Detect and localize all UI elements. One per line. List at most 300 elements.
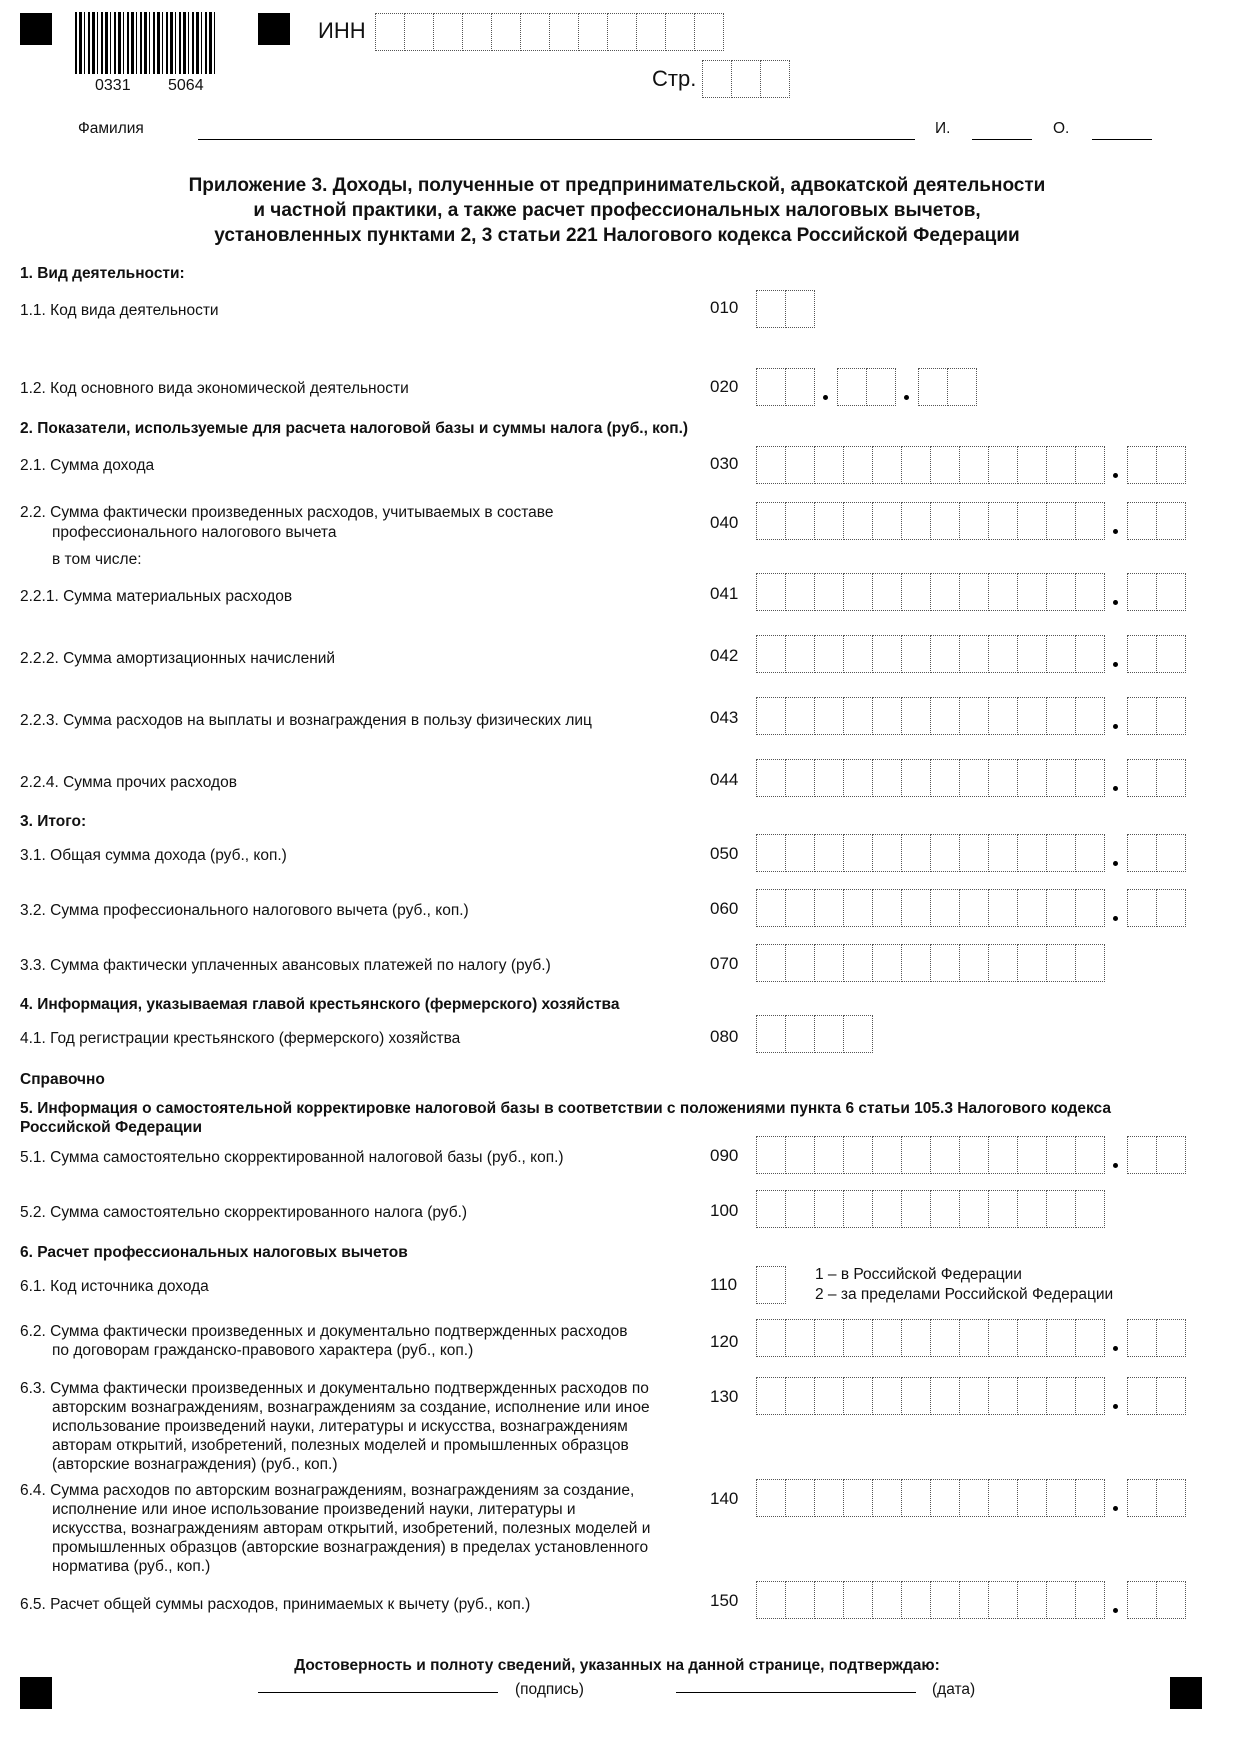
input-cell[interactable] — [756, 1377, 786, 1415]
input-cell[interactable] — [702, 60, 732, 98]
input-cell[interactable] — [786, 944, 815, 982]
input-cell[interactable] — [1018, 1479, 1047, 1517]
input-cell[interactable] — [405, 13, 434, 51]
input-cell[interactable] — [902, 759, 931, 797]
input-cell[interactable] — [1076, 1136, 1105, 1174]
input-cell[interactable] — [902, 446, 931, 484]
cell-group[interactable] — [1127, 635, 1186, 673]
input-cell[interactable] — [1076, 1581, 1105, 1619]
input-cell[interactable] — [902, 1377, 931, 1415]
input-cell[interactable] — [902, 889, 931, 927]
input-cell[interactable] — [960, 834, 989, 872]
input-cell[interactable] — [902, 635, 931, 673]
input-cell[interactable] — [1157, 1479, 1186, 1517]
input-cell[interactable] — [1157, 446, 1186, 484]
row-150-field[interactable] — [756, 1581, 1186, 1619]
cell-group[interactable] — [1127, 502, 1186, 540]
input-cell[interactable] — [989, 944, 1018, 982]
input-cell[interactable] — [1076, 502, 1105, 540]
input-cell[interactable] — [1157, 502, 1186, 540]
input-cell[interactable] — [815, 1377, 844, 1415]
input-cell[interactable] — [1076, 1479, 1105, 1517]
input-cell[interactable] — [960, 1581, 989, 1619]
cell-group[interactable] — [1127, 697, 1186, 735]
input-cell[interactable] — [1076, 635, 1105, 673]
input-cell[interactable] — [756, 635, 786, 673]
input-cell[interactable] — [873, 573, 902, 611]
input-cell[interactable] — [960, 759, 989, 797]
input-cell[interactable] — [786, 1377, 815, 1415]
input-cell[interactable] — [815, 889, 844, 927]
input-cell[interactable] — [844, 1136, 873, 1174]
input-cell[interactable] — [786, 635, 815, 673]
input-cell[interactable] — [1157, 635, 1186, 673]
row-120-field[interactable] — [756, 1319, 1186, 1357]
inn-field[interactable] — [375, 13, 724, 51]
cell-group[interactable] — [1127, 1377, 1186, 1415]
input-cell[interactable] — [756, 759, 786, 797]
cell-group[interactable] — [1127, 446, 1186, 484]
cell-group[interactable] — [756, 1266, 786, 1304]
cell-group[interactable] — [756, 944, 1105, 982]
input-cell[interactable] — [989, 1136, 1018, 1174]
input-cell[interactable] — [844, 944, 873, 982]
input-cell[interactable] — [1047, 635, 1076, 673]
row-100-field[interactable] — [756, 1190, 1105, 1228]
input-cell[interactable] — [786, 1479, 815, 1517]
input-cell[interactable] — [1076, 944, 1105, 982]
input-cell[interactable] — [1047, 1581, 1076, 1619]
input-cell[interactable] — [960, 1319, 989, 1357]
row-050-field[interactable] — [756, 834, 1186, 872]
input-cell[interactable] — [756, 446, 786, 484]
input-cell[interactable] — [1076, 1190, 1105, 1228]
input-cell[interactable] — [756, 889, 786, 927]
cell-group[interactable] — [1127, 759, 1186, 797]
initial-i-field[interactable] — [972, 120, 1032, 140]
input-cell[interactable] — [931, 1136, 960, 1174]
input-cell[interactable] — [844, 1377, 873, 1415]
input-cell[interactable] — [1047, 1190, 1076, 1228]
input-cell[interactable] — [1047, 834, 1076, 872]
input-cell[interactable] — [989, 759, 1018, 797]
row-030-field[interactable] — [756, 446, 1186, 484]
input-cell[interactable] — [1047, 446, 1076, 484]
section-6-heading: 6. Расчет профессиональных налоговых вычетов — [20, 1244, 408, 1261]
cell-group[interactable] — [756, 889, 1105, 927]
input-cell[interactable] — [989, 697, 1018, 735]
input-cell[interactable] — [1127, 573, 1157, 611]
input-cell[interactable] — [756, 502, 786, 540]
input-cell[interactable] — [1047, 1136, 1076, 1174]
input-cell[interactable] — [1157, 1136, 1186, 1174]
input-cell[interactable] — [989, 1581, 1018, 1619]
input-cell[interactable] — [844, 1015, 873, 1053]
input-cell[interactable] — [1157, 759, 1186, 797]
input-cell[interactable] — [815, 834, 844, 872]
input-cell[interactable] — [815, 1015, 844, 1053]
input-cell[interactable] — [931, 889, 960, 927]
input-cell[interactable] — [989, 1190, 1018, 1228]
input-cell[interactable] — [960, 502, 989, 540]
cell-group[interactable] — [756, 635, 1105, 673]
row-043-field[interactable] — [756, 697, 1186, 735]
input-cell[interactable] — [756, 1479, 786, 1517]
input-cell[interactable] — [948, 368, 977, 406]
input-cell[interactable] — [931, 1479, 960, 1517]
input-cell[interactable] — [579, 13, 608, 51]
input-cell[interactable] — [1018, 759, 1047, 797]
input-cell[interactable] — [786, 1136, 815, 1174]
input-cell[interactable] — [902, 944, 931, 982]
input-cell[interactable] — [873, 635, 902, 673]
input-cell[interactable] — [756, 697, 786, 735]
input-cell[interactable] — [695, 13, 724, 51]
input-cell[interactable] — [960, 1479, 989, 1517]
input-cell[interactable] — [989, 834, 1018, 872]
input-cell[interactable] — [873, 759, 902, 797]
cell-group[interactable] — [756, 446, 1105, 484]
row-090-field[interactable] — [756, 1136, 1186, 1174]
cell-group[interactable] — [756, 368, 815, 406]
input-cell[interactable] — [492, 13, 521, 51]
input-cell[interactable] — [989, 573, 1018, 611]
input-cell[interactable] — [666, 13, 695, 51]
cell-group[interactable] — [375, 13, 724, 51]
input-cell[interactable] — [931, 1581, 960, 1619]
input-cell[interactable] — [1127, 446, 1157, 484]
row-130-field[interactable] — [756, 1377, 1186, 1415]
input-cell[interactable] — [1018, 502, 1047, 540]
input-cell[interactable] — [918, 368, 948, 406]
input-cell[interactable] — [873, 1136, 902, 1174]
input-cell[interactable] — [931, 834, 960, 872]
input-cell[interactable] — [989, 635, 1018, 673]
input-cell[interactable] — [931, 446, 960, 484]
input-cell[interactable] — [989, 1319, 1018, 1357]
input-cell[interactable] — [844, 1479, 873, 1517]
surname-field[interactable] — [198, 120, 915, 140]
input-cell[interactable] — [960, 1136, 989, 1174]
input-cell[interactable] — [550, 13, 579, 51]
input-cell[interactable] — [815, 697, 844, 735]
input-cell[interactable] — [1157, 834, 1186, 872]
row-020-field[interactable] — [756, 368, 977, 406]
input-cell[interactable] — [960, 573, 989, 611]
input-cell[interactable] — [786, 446, 815, 484]
input-cell[interactable] — [815, 1319, 844, 1357]
input-cell[interactable] — [1157, 573, 1186, 611]
input-cell[interactable] — [844, 697, 873, 735]
input-cell[interactable] — [844, 1319, 873, 1357]
cell-group[interactable] — [702, 60, 790, 98]
input-cell[interactable] — [873, 1581, 902, 1619]
input-cell[interactable] — [1018, 944, 1047, 982]
cell-group[interactable] — [756, 1136, 1105, 1174]
cell-group[interactable] — [1127, 1319, 1186, 1357]
input-cell[interactable] — [1018, 1136, 1047, 1174]
input-cell[interactable] — [1047, 759, 1076, 797]
input-cell[interactable] — [1127, 1136, 1157, 1174]
input-cell[interactable] — [1076, 889, 1105, 927]
input-cell[interactable] — [1076, 759, 1105, 797]
input-cell[interactable] — [786, 834, 815, 872]
input-cell[interactable] — [902, 1136, 931, 1174]
input-cell[interactable] — [1076, 834, 1105, 872]
input-cell[interactable] — [1127, 1377, 1157, 1415]
input-cell[interactable] — [873, 446, 902, 484]
row-010-field[interactable] — [756, 290, 815, 328]
input-cell[interactable] — [960, 944, 989, 982]
input-cell[interactable] — [786, 502, 815, 540]
input-cell[interactable] — [1018, 889, 1047, 927]
input-cell[interactable] — [1047, 697, 1076, 735]
input-cell[interactable] — [786, 1015, 815, 1053]
cell-group[interactable] — [756, 1190, 1105, 1228]
input-cell[interactable] — [873, 834, 902, 872]
row-130-code: 130 — [710, 1387, 739, 1406]
input-cell[interactable] — [960, 1377, 989, 1415]
input-cell[interactable] — [815, 502, 844, 540]
cell-group[interactable] — [756, 759, 1105, 797]
input-cell[interactable] — [756, 944, 786, 982]
input-cell[interactable] — [873, 1479, 902, 1517]
input-cell[interactable] — [931, 573, 960, 611]
input-cell[interactable] — [902, 697, 931, 735]
input-cell[interactable] — [873, 1319, 902, 1357]
input-cell[interactable] — [1047, 1479, 1076, 1517]
row-140-field[interactable] — [756, 1479, 1186, 1517]
cell-group[interactable] — [1127, 1479, 1186, 1517]
input-cell[interactable] — [815, 944, 844, 982]
input-cell[interactable] — [873, 1377, 902, 1415]
input-cell[interactable] — [931, 697, 960, 735]
input-cell[interactable] — [786, 573, 815, 611]
input-cell[interactable] — [931, 502, 960, 540]
cell-group[interactable] — [1127, 889, 1186, 927]
cell-group[interactable] — [756, 697, 1105, 735]
cell-group[interactable] — [756, 834, 1105, 872]
input-cell[interactable] — [902, 502, 931, 540]
input-cell[interactable] — [844, 759, 873, 797]
input-cell[interactable] — [756, 1581, 786, 1619]
input-cell[interactable] — [815, 1581, 844, 1619]
input-cell[interactable] — [1076, 446, 1105, 484]
input-cell[interactable] — [786, 889, 815, 927]
input-cell[interactable] — [786, 1190, 815, 1228]
input-cell[interactable] — [902, 1319, 931, 1357]
input-cell[interactable] — [960, 1190, 989, 1228]
input-cell[interactable] — [1127, 502, 1157, 540]
input-cell[interactable] — [960, 697, 989, 735]
row-041-field[interactable] — [756, 573, 1186, 611]
input-cell[interactable] — [931, 944, 960, 982]
input-cell[interactable] — [1127, 635, 1157, 673]
cell-group[interactable] — [1127, 834, 1186, 872]
cell-group[interactable] — [756, 1377, 1105, 1415]
cell-group[interactable] — [756, 502, 1105, 540]
row-040-field[interactable] — [756, 502, 1186, 540]
input-cell[interactable] — [1018, 446, 1047, 484]
input-cell[interactable] — [1076, 1377, 1105, 1415]
input-cell[interactable] — [732, 60, 761, 98]
row-060-field[interactable] — [756, 889, 1186, 927]
input-cell[interactable] — [1157, 1581, 1186, 1619]
input-cell[interactable] — [375, 13, 405, 51]
input-cell[interactable] — [844, 635, 873, 673]
input-cell[interactable] — [989, 1377, 1018, 1415]
input-cell[interactable] — [1157, 889, 1186, 927]
input-cell[interactable] — [1157, 1377, 1186, 1415]
input-cell[interactable] — [844, 1581, 873, 1619]
page-number-field[interactable] — [702, 60, 790, 98]
cell-group[interactable] — [837, 368, 896, 406]
input-cell[interactable] — [815, 1136, 844, 1174]
input-cell[interactable] — [815, 759, 844, 797]
input-cell[interactable] — [902, 834, 931, 872]
input-cell[interactable] — [1127, 759, 1157, 797]
input-cell[interactable] — [1047, 502, 1076, 540]
input-cell[interactable] — [1047, 1319, 1076, 1357]
input-cell[interactable] — [989, 1479, 1018, 1517]
input-cell[interactable] — [989, 889, 1018, 927]
input-cell[interactable] — [931, 1319, 960, 1357]
input-cell[interactable] — [1018, 573, 1047, 611]
input-cell[interactable] — [637, 13, 666, 51]
input-cell[interactable] — [1018, 834, 1047, 872]
input-cell[interactable] — [1127, 889, 1157, 927]
input-cell[interactable] — [756, 290, 786, 328]
input-cell[interactable] — [815, 1190, 844, 1228]
cell-group[interactable] — [756, 290, 815, 328]
input-cell[interactable] — [815, 573, 844, 611]
cell-group[interactable] — [1127, 1581, 1186, 1619]
row-110-field[interactable] — [756, 1266, 786, 1304]
input-cell[interactable] — [756, 573, 786, 611]
input-cell[interactable] — [1157, 697, 1186, 735]
input-cell[interactable] — [1018, 1581, 1047, 1619]
input-cell[interactable] — [786, 759, 815, 797]
input-cell[interactable] — [1127, 834, 1157, 872]
input-cell[interactable] — [1047, 889, 1076, 927]
input-cell[interactable] — [761, 60, 790, 98]
input-cell[interactable] — [786, 368, 815, 406]
input-cell[interactable] — [756, 1015, 786, 1053]
cell-group[interactable] — [756, 573, 1105, 611]
input-cell[interactable] — [873, 697, 902, 735]
input-cell[interactable] — [1076, 697, 1105, 735]
cell-group[interactable] — [918, 368, 977, 406]
cell-group[interactable] — [756, 1479, 1105, 1517]
input-cell[interactable] — [960, 446, 989, 484]
input-cell[interactable] — [786, 1319, 815, 1357]
input-cell[interactable] — [786, 290, 815, 328]
date-field[interactable] — [676, 1672, 916, 1693]
input-cell[interactable] — [1076, 573, 1105, 611]
input-cell[interactable] — [786, 1581, 815, 1619]
cell-group[interactable] — [756, 1015, 873, 1053]
row-140-label-1: 6.4. Сумма расходов по авторским вознаграждениям, вознаграждениям за создание, — [20, 1482, 635, 1499]
input-cell[interactable] — [756, 834, 786, 872]
cell-group[interactable] — [756, 1581, 1105, 1619]
input-cell[interactable] — [931, 1190, 960, 1228]
cell-group[interactable] — [756, 1319, 1105, 1357]
input-cell[interactable] — [902, 1190, 931, 1228]
input-cell[interactable] — [931, 759, 960, 797]
input-cell[interactable] — [521, 13, 550, 51]
cell-group[interactable] — [1127, 1136, 1186, 1174]
input-cell[interactable] — [434, 13, 463, 51]
input-cell[interactable] — [960, 635, 989, 673]
input-cell[interactable] — [902, 573, 931, 611]
input-cell[interactable] — [1047, 1377, 1076, 1415]
input-cell[interactable] — [873, 1190, 902, 1228]
input-cell[interactable] — [815, 635, 844, 673]
separator-dot — [1105, 834, 1127, 872]
input-cell[interactable] — [756, 1190, 786, 1228]
input-cell[interactable] — [1018, 1377, 1047, 1415]
input-cell[interactable] — [1047, 573, 1076, 611]
input-cell[interactable] — [815, 446, 844, 484]
input-cell[interactable] — [873, 889, 902, 927]
input-cell[interactable] — [608, 13, 637, 51]
input-cell[interactable] — [844, 1190, 873, 1228]
input-cell[interactable] — [815, 1479, 844, 1517]
input-cell[interactable] — [756, 1136, 786, 1174]
input-cell[interactable] — [867, 368, 896, 406]
input-cell[interactable] — [960, 889, 989, 927]
row-080-field[interactable] — [756, 1015, 873, 1053]
input-cell[interactable] — [1127, 1319, 1157, 1357]
input-cell[interactable] — [1047, 944, 1076, 982]
cell-group[interactable] — [1127, 573, 1186, 611]
input-cell[interactable] — [902, 1479, 931, 1517]
signature-field[interactable] — [258, 1672, 498, 1693]
input-cell[interactable] — [1018, 1319, 1047, 1357]
input-cell[interactable] — [844, 889, 873, 927]
input-cell[interactable] — [931, 1377, 960, 1415]
input-cell[interactable] — [873, 502, 902, 540]
initial-o-field[interactable] — [1092, 120, 1152, 140]
input-cell[interactable] — [844, 446, 873, 484]
input-cell[interactable] — [1157, 1319, 1186, 1357]
input-cell[interactable] — [756, 1266, 786, 1304]
input-cell[interactable] — [463, 13, 492, 51]
input-cell[interactable] — [1076, 1319, 1105, 1357]
input-cell[interactable] — [902, 1581, 931, 1619]
row-044-field[interactable] — [756, 759, 1186, 797]
input-cell[interactable] — [873, 944, 902, 982]
input-cell[interactable] — [1127, 1581, 1157, 1619]
input-cell[interactable] — [786, 697, 815, 735]
row-070-field[interactable] — [756, 944, 1105, 982]
input-cell[interactable] — [1127, 697, 1157, 735]
input-cell[interactable] — [844, 573, 873, 611]
input-cell[interactable] — [844, 834, 873, 872]
input-cell[interactable] — [844, 502, 873, 540]
input-cell[interactable] — [989, 502, 1018, 540]
input-cell[interactable] — [1127, 1479, 1157, 1517]
input-cell[interactable] — [1018, 697, 1047, 735]
input-cell[interactable] — [1018, 1190, 1047, 1228]
input-cell[interactable] — [931, 635, 960, 673]
input-cell[interactable] — [756, 1319, 786, 1357]
input-cell[interactable] — [837, 368, 867, 406]
row-042-field[interactable] — [756, 635, 1186, 673]
input-cell[interactable] — [756, 368, 786, 406]
input-cell[interactable] — [989, 446, 1018, 484]
input-cell[interactable] — [1018, 635, 1047, 673]
